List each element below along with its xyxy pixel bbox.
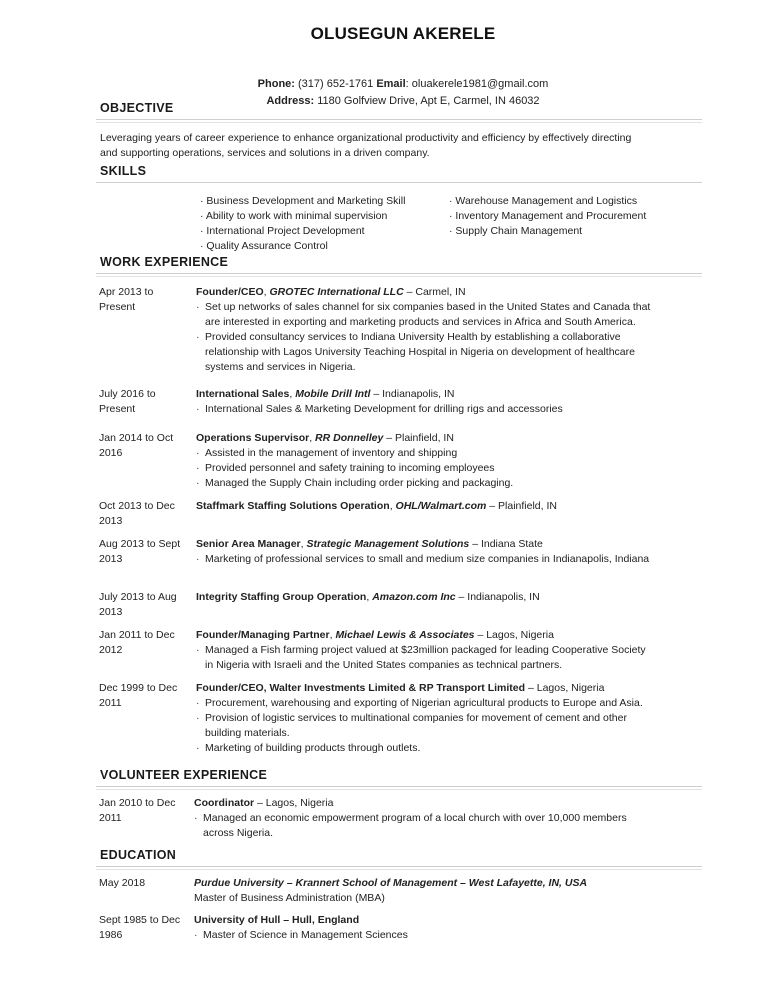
work-location: – Indianapolis, IN [370,388,455,400]
phone-label: Phone: [257,78,295,90]
work-entry [196,285,676,375]
volunteer-divider [96,786,702,790]
volunteer-bullet: · Managed an economic empowerment program of a local church with over 10,000 members across Nigeria. [194,812,627,839]
work-date: Aug 2013 to Sept 2013 [99,538,181,565]
phone-number: (317) 652-1761 [298,78,374,90]
work-date: Dec 1999 to Dec 2011 [99,682,178,709]
skills-column-right [449,194,679,239]
work-location: – Plainfield, IN [486,500,557,512]
work-entry [196,628,676,673]
work-company: Strategic Management Solutions [306,538,470,550]
work-location: – Indiana State [469,538,543,550]
work-role: Staffmark Staffing Solutions Operation [196,500,390,512]
work-entry [196,681,676,756]
email-label: Email [376,78,406,90]
skill-item: · Warehouse Management and Logistics [449,195,638,207]
work-company: RR Donnelley [315,432,384,444]
work-location: – Plainfield, IN [383,432,454,444]
work-title-line [196,681,676,696]
work-entry [196,499,676,514]
work-title-line: Staffmark Staffing Solutions Operation, OHL/Walmart.com – Plainfield, IN [196,500,557,512]
volunteer-location: – Lagos, Nigeria [254,797,334,809]
skill-item: · International Project Development [200,225,365,237]
education-heading: EDUCATION [100,848,177,862]
address-label: Address: [266,95,315,107]
work-company: GROTEC International LLC [269,286,404,298]
work-role: Founder/CEO, Walter Investments Limited & RP Transport Limited [196,682,526,694]
work-title-line: Founder/CEO, GROTEC International LLC – Carmel, IN [196,286,466,298]
work-location: – Lagos, Nigeria [525,682,605,694]
skills-divider [96,182,702,183]
skill-item: · Inventory Management and Procurement [449,210,647,222]
degree: · Master of Science in Management Sciences [194,929,408,941]
work-entry [196,431,676,491]
work-location: – Indianapolis, IN [455,591,540,603]
work-bullet: · Set up networks of sales channel for six companies based in the United States and Canada that are interested in exporting and marketing products and services in Africa and South America. [196,301,651,328]
skills-column-left [200,194,440,254]
education-date: May 2018 [99,877,146,889]
work-company: Mobile Drill Intl [295,388,371,400]
work-date: Jan 2014 to Oct 2016 [99,432,174,459]
address-value: 1180 Golfview Drive, Apt E, Carmel, IN 46032 [317,95,540,107]
objective-line: and supporting operations, services and solutions in a driven company. [100,147,430,159]
volunteer-heading: VOLUNTEER EXPERIENCE [100,768,268,782]
work-role: Senior Area Manager [196,538,301,550]
work-date: July 2016 to Present [99,388,156,415]
school-name: University of Hull – Hull, England [194,914,360,926]
work-bullet: · Provided personnel and safety training to incoming employees [196,462,495,474]
skill-item: · Quality Assurance Control [200,240,328,252]
objective-heading: OBJECTIVE [100,101,174,115]
volunteer-entry [194,796,674,841]
work-bullet: · Marketing of building products through outlets. [196,742,421,754]
email-address: : oluakerele1981@gmail.com [405,78,549,90]
work-date: Apr 2013 to Present [99,286,154,313]
objective-text [100,131,680,161]
contact-line [0,78,768,90]
work-company: OHL/Walmart.com [395,500,487,512]
work-entry [196,537,676,567]
work-role: Founder/CEO [196,286,264,298]
work-title-line: Integrity Staffing Group Operation, Amazon.com Inc – Indianapolis, IN [196,591,540,603]
work-bullet: · Marketing of professional services to small and medium size companies in Indianapolis, Indiana [196,553,650,565]
skill-item: · Ability to work with minimal supervision [200,210,388,222]
skills-heading: SKILLS [100,164,147,178]
work-company: Amazon.com Inc [372,591,456,603]
work-date: July 2013 to Aug 2013 [99,591,177,618]
work-role: International Sales [196,388,290,400]
education-divider [96,866,702,870]
skill-item: · Supply Chain Management [449,225,583,237]
education-date: Sept 1985 to Dec 1986 [99,914,181,941]
education-entry [194,876,674,906]
objective-divider [96,119,702,123]
skill-item: · Business Development and Marketing Skill [200,195,406,207]
work-entry [196,387,676,417]
volunteer-role-line [194,796,674,811]
work-bullet: · Procurement, warehousing and exporting of Nigerian agricultural products to Europe and Asia. [196,697,643,709]
objective-line: Leveraging years of career experience to enhance organizational productivity and efficiency by effectively directing [100,132,632,144]
work-role: Integrity Staffing Group Operation [196,591,367,603]
work-bullet: · Managed a Fish farming project valued at $23million packaged for leading Cooperative Society in Nigeria with Israeli and the United States companies as technical partners. [196,644,646,671]
work-experience-heading: WORK EXPERIENCE [100,255,229,269]
work-title-line: Senior Area Manager, Strategic Management Solutions – Indiana State [196,538,543,550]
work-bullet: · Provision of logistic services to multinational companies for movement of cement and other building materials. [196,712,627,739]
work-role: Founder/Managing Partner [196,629,330,641]
work-date: Jan 2011 to Dec 2012 [99,629,175,656]
degree: Master of Business Administration (MBA) [194,892,385,904]
school-name: Purdue University – Krannert School of Management – West Lafayette, IN, USA [194,877,588,889]
work-bullet: · Assisted in the management of inventory and shipping [196,447,458,459]
work-bullet: · Managed the Supply Chain including order picking and packaging. [196,477,514,489]
volunteer-role: Coordinator [194,797,255,809]
work-bullet: · Provided consultancy services to Indiana University Health by establishing a collaborative relationship with Lagos University Teaching Hospital in Nigeria on development of healthcare systems and services in Nigeria. [196,331,635,373]
work-role: Operations Supervisor [196,432,310,444]
work-location: – Lagos, Nigeria [474,629,554,641]
work-date: Oct 2013 to Dec 2013 [99,500,175,527]
work-title-line: Founder/Managing Partner, Michael Lewis & Associates – Lagos, Nigeria [196,629,554,641]
volunteer-date: Jan 2010 to Dec 2011 [99,797,176,824]
work-bullet: · International Sales & Marketing Development for drilling rigs and accessories [196,403,563,415]
work-title-line: International Sales, Mobile Drill Intl – Indianapolis, IN [196,388,455,400]
candidate-name: OLUSEGUN AKERELE [310,24,496,43]
work-location: – Carmel, IN [403,286,466,298]
work-title-line: Operations Supervisor, RR Donnelley – Plainfield, IN [196,432,454,444]
work-experience-divider [96,273,702,277]
work-entry [196,590,676,605]
education-entry [194,913,674,943]
work-company: Michael Lewis & Associates [335,629,475,641]
